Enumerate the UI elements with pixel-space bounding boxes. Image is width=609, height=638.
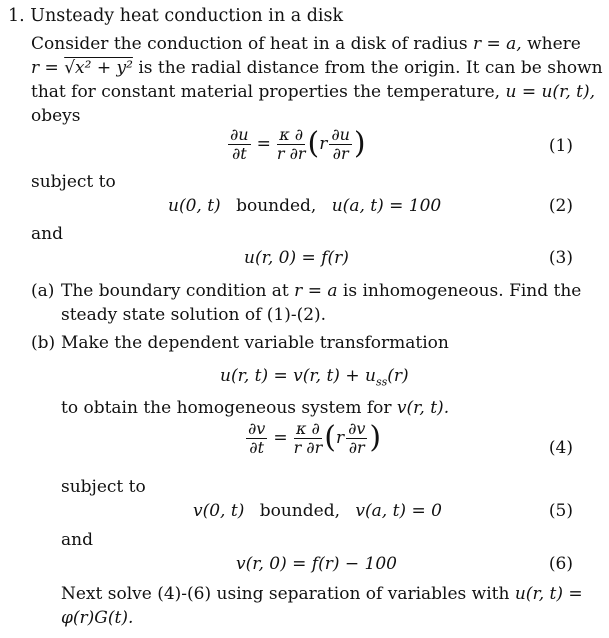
intro-line-4: obeys — [31, 106, 81, 126]
equation-6: v(r, 0) = f(r) − 100 — [236, 554, 397, 574]
fraction-dv-dt: $\frac{\partial v}{\partial t}$ — [248, 418, 266, 457]
intro-line-1 — [31, 32, 581, 56]
right-paren: ) — [369, 420, 382, 455]
fraction-kappa: $\frac{\kappa \partial}{r \partial r}$ — [276, 124, 306, 163]
inner-r: r — [319, 134, 328, 154]
and-label: and — [61, 530, 93, 550]
math-inline: v(r, t). — [396, 398, 450, 418]
intro-text: where — [527, 34, 581, 54]
equation-number-1: (1) — [548, 136, 573, 156]
intro-text: that for constant material properties the temperature, — [31, 82, 501, 102]
equation-3: u(r, 0) = f(r) — [244, 248, 349, 268]
equation-number-4: (4) — [548, 438, 573, 458]
intro-text: is the radial distance from the origin. It can be shown — [138, 58, 603, 78]
part-a-text: The boundary condition at — [61, 281, 289, 301]
part-a-label: (a) — [31, 281, 55, 301]
equation-1 — [226, 122, 366, 166]
equation-number-3: (3) — [548, 248, 573, 268]
math-inline: u(a, t) = 100 — [331, 196, 442, 216]
equation-number-2: (2) — [548, 196, 573, 216]
equals-sign: = — [256, 134, 271, 154]
closing-line-2: φ(r)G(t). — [61, 608, 134, 628]
subject-to-label: subject to — [61, 477, 146, 497]
part-b-text: to obtain the homogeneous system for — [61, 398, 392, 418]
intro-text: Consider the conduction of heat in a disk of radius — [31, 34, 468, 54]
math-inline: r = — [31, 58, 59, 78]
part-b-label: (b) — [31, 333, 56, 353]
sqrt-expression: √x² + y² — [64, 58, 133, 78]
math-word: bounded, — [236, 196, 317, 216]
math-inline: u(0, t) — [168, 196, 221, 216]
equation-number-5: (5) — [548, 501, 573, 521]
fraction-kappa: $\frac{\kappa \partial}{r \partial r}$ — [293, 418, 323, 457]
left-paren: ( — [324, 420, 336, 455]
part-a-text: is inhomogeneous. Find the — [342, 281, 582, 301]
fraction-dv-dr: $\frac{\partial v}{\partial r}$ — [348, 418, 366, 457]
part-a-line-1 — [61, 279, 581, 303]
math-inline: v(0, t) — [193, 501, 245, 521]
inner-r: r — [335, 428, 345, 448]
and-label: and — [31, 224, 63, 244]
problem-title: 1. Unsteady heat conduction in a disk — [8, 6, 344, 26]
math-inline: u(r, t) = — [514, 584, 583, 604]
fraction-du-dr: $\frac{\partial u}{\partial r}$ — [331, 124, 350, 163]
intro-line-3 — [31, 80, 595, 104]
transformation-equation: u(r, t) = v(r, $t) + u_{ss}(r)$ — [220, 366, 409, 389]
closing-text: Next solve (4)-(6) using separation of variables with — [61, 584, 510, 604]
equation-2 — [168, 194, 441, 218]
math-word: bounded, — [259, 501, 340, 521]
equation-5 — [193, 499, 442, 523]
equals-sign: = — [273, 428, 288, 448]
math-inline: u = u(r, t), — [505, 82, 595, 102]
closing-line-1 — [61, 582, 583, 606]
math-inline: r = a, — [472, 34, 522, 54]
subject-to-label: subject to — [31, 172, 116, 192]
left-paren: ( — [307, 126, 320, 161]
math-inline: v(a, t) = 0 — [355, 501, 442, 521]
math-inline: r = a — [294, 281, 338, 301]
right-paren: ) — [353, 126, 366, 161]
part-b-line-1: Make the dependent variable transformation — [61, 333, 449, 353]
intro-line-2 — [31, 56, 603, 80]
part-a-line-2: steady state solution of (1)-(2). — [61, 305, 327, 325]
fraction-du-dt: $\frac{\partial u}{\partial t}$ — [230, 124, 249, 163]
equation-number-6: (6) — [548, 554, 573, 574]
equation-4 — [244, 416, 381, 460]
